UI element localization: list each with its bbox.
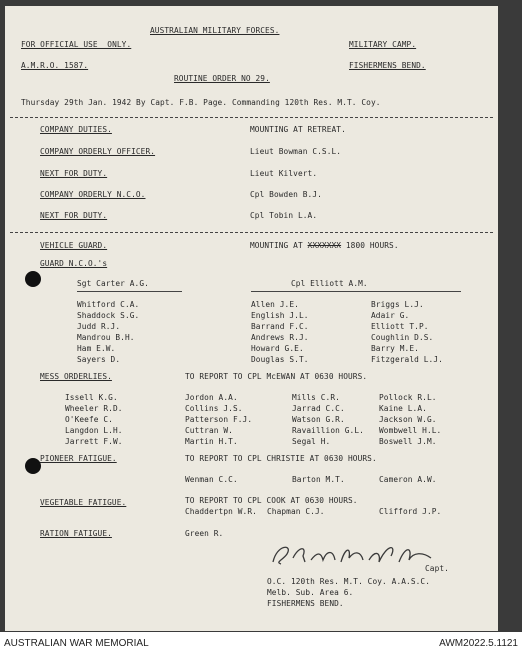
- vehicle-mounting: MOUNTING AT XXXXXXX 1800 HOURS.: [250, 241, 399, 250]
- mess-column-4: [379, 392, 441, 447]
- struck-text: XXXXXXX: [307, 241, 342, 250]
- document-sheet: [5, 6, 498, 631]
- list-item: O'Keefe C.: [65, 415, 113, 424]
- punch-hole: [25, 271, 41, 287]
- duty-value: Cpl Tobin L.A.: [250, 211, 318, 220]
- list-item: Mandrou B.H.: [77, 333, 135, 342]
- list-item: Sayers D.: [77, 355, 121, 364]
- list-item: Briggs L.J.: [371, 300, 424, 309]
- list-item: Douglas S.T.: [251, 355, 309, 364]
- duty-value: Lieut Bowman C.S.L.: [250, 147, 342, 156]
- guard-column-3: [371, 299, 443, 365]
- signature-line: FISHERMENS BEND.: [267, 599, 344, 608]
- guard-ncos-title: GUARD N.C.O.'s: [40, 259, 108, 268]
- list-item: Wenman C.C.: [185, 475, 238, 484]
- divider: [10, 232, 493, 233]
- duty-label: NEXT FOR DUTY.: [40, 211, 108, 220]
- list-item: Pollock R.L.: [379, 393, 437, 402]
- list-item: Andrews R.J.: [251, 333, 309, 342]
- mess-column-1: [65, 392, 123, 447]
- list-item: Barry M.E.: [371, 344, 419, 353]
- list-item: Howard G.E.: [251, 344, 304, 353]
- list-item: Kaine L.A.: [379, 404, 427, 413]
- mess-column-3: [292, 392, 364, 447]
- list-item: Barton M.T.: [292, 475, 345, 484]
- vehicle-guard-title: VEHICLE GUARD.: [40, 241, 108, 250]
- company-duties-title: COMPANY DUTIES.: [40, 125, 112, 134]
- nco-sgt: Sgt Carter A.G.: [77, 279, 149, 288]
- vegetable-report: TO REPORT TO CPL COOK AT 0630 HOURS.: [185, 496, 358, 505]
- org-heading: AUSTRALIAN MILITARY FORCES.: [150, 26, 280, 35]
- duty-value: Lieut Kilvert.: [250, 169, 318, 178]
- duty-label: NEXT FOR DUTY.: [40, 169, 108, 178]
- footer-accession: AWM2022.5.1121: [439, 638, 518, 649]
- list-item: Issell K.G.: [65, 393, 118, 402]
- list-item: Segal H.: [292, 437, 331, 446]
- punch-hole: [25, 458, 41, 474]
- list-item: Mills C.R.: [292, 393, 340, 402]
- signature-line: O.C. 120th Res. M.T. Coy. A.A.S.C.: [267, 577, 430, 586]
- list-item: Clifford J.P.: [379, 507, 442, 516]
- list-item: Jarrett F.W.: [65, 437, 123, 446]
- list-item: Coughlin D.S.: [371, 333, 434, 342]
- divider: [10, 117, 493, 118]
- list-item: Elliott T.P.: [371, 322, 429, 331]
- list-item: Cameron A.W.: [379, 475, 437, 484]
- pioneer-title: PIONEER FATIGUE.: [40, 454, 117, 463]
- dateline: Thursday 29th Jan. 1942 By Capt. F.B. Page. Commanding 120th Res. M.T. Coy.: [21, 98, 381, 107]
- list-item: Ham E.W.: [77, 344, 116, 353]
- list-item: Fitzgerald L.J.: [371, 355, 443, 364]
- list-item: Jackson W.G.: [379, 415, 437, 424]
- footer-credit: AUSTRALIAN WAR MEMORIAL: [4, 638, 149, 649]
- list-item: Judd R.J.: [77, 322, 121, 331]
- list-item: Barrand F.C.: [251, 322, 309, 331]
- list-item: Wombwell H.L.: [379, 426, 442, 435]
- signature-rank: Capt.: [425, 564, 449, 573]
- mounting-retreat: MOUNTING AT RETREAT.: [250, 125, 346, 134]
- footer-bar: [0, 632, 522, 653]
- signature-block: [267, 576, 430, 609]
- order-title: ROUTINE ORDER NO 29.: [174, 74, 270, 83]
- mess-column-2: [185, 392, 252, 447]
- nco-underline: [251, 291, 461, 292]
- list-item: Wheeler R.D.: [65, 404, 123, 413]
- list-item: Boswell J.M.: [379, 437, 437, 446]
- list-item: Martin H.T.: [185, 437, 238, 446]
- ration-title: RATION FATIGUE.: [40, 529, 112, 538]
- nco-underline: [77, 291, 182, 292]
- location-label: FISHERMENS BEND.: [349, 61, 426, 70]
- list-item: Adair G.: [371, 311, 410, 320]
- nco-cpl: Cpl Elliott A.M.: [291, 279, 368, 288]
- signature-line: Melb. Sub. Area 6.: [267, 588, 354, 597]
- list-item: Patterson F.J.: [185, 415, 253, 424]
- duty-label: COMPANY ORDERLY N.C.O.: [40, 190, 146, 199]
- camp-label: MILITARY CAMP.: [349, 40, 417, 49]
- list-item: Cuttran W.: [185, 426, 233, 435]
- duty-value: Cpl Bowden B.J.: [250, 190, 322, 199]
- list-item: Jarrad C.C.: [292, 404, 345, 413]
- official-use: FOR OFFICIAL USE ONLY.: [21, 40, 132, 49]
- amr-number: A.M.R.O. 1587.: [21, 61, 89, 70]
- list-item: Collins J.S.: [185, 404, 243, 413]
- pioneer-report: TO REPORT TO CPL CHRISTIE AT 0630 HOURS.: [185, 454, 377, 463]
- ration-name: Green R.: [185, 529, 224, 538]
- list-item: Watson G.R.: [292, 415, 345, 424]
- list-item: Langdon L.H.: [65, 426, 123, 435]
- list-item: English J.L.: [251, 311, 309, 320]
- guard-column-2: [251, 299, 309, 365]
- duty-label: COMPANY ORDERLY OFFICER.: [40, 147, 156, 156]
- mess-report: TO REPORT TO CPL McEWAN AT 0630 HOURS.: [185, 372, 368, 381]
- list-item: Chapman C.J.: [267, 507, 325, 516]
- list-item: Whitford C.A.: [77, 300, 140, 309]
- list-item: Chaddertpn W.R.: [185, 507, 257, 516]
- list-item: Jordon A.A.: [185, 393, 238, 402]
- guard-column-1: [77, 299, 139, 365]
- list-item: Allen J.E.: [251, 300, 299, 309]
- mess-orderlies-title: MESS ORDERLIES.: [40, 372, 112, 381]
- list-item: Shaddock S.G.: [77, 311, 140, 320]
- list-item: Ravaillion G.L.: [292, 426, 364, 435]
- vegetable-title: VEGETABLE FATIGUE.: [40, 498, 127, 507]
